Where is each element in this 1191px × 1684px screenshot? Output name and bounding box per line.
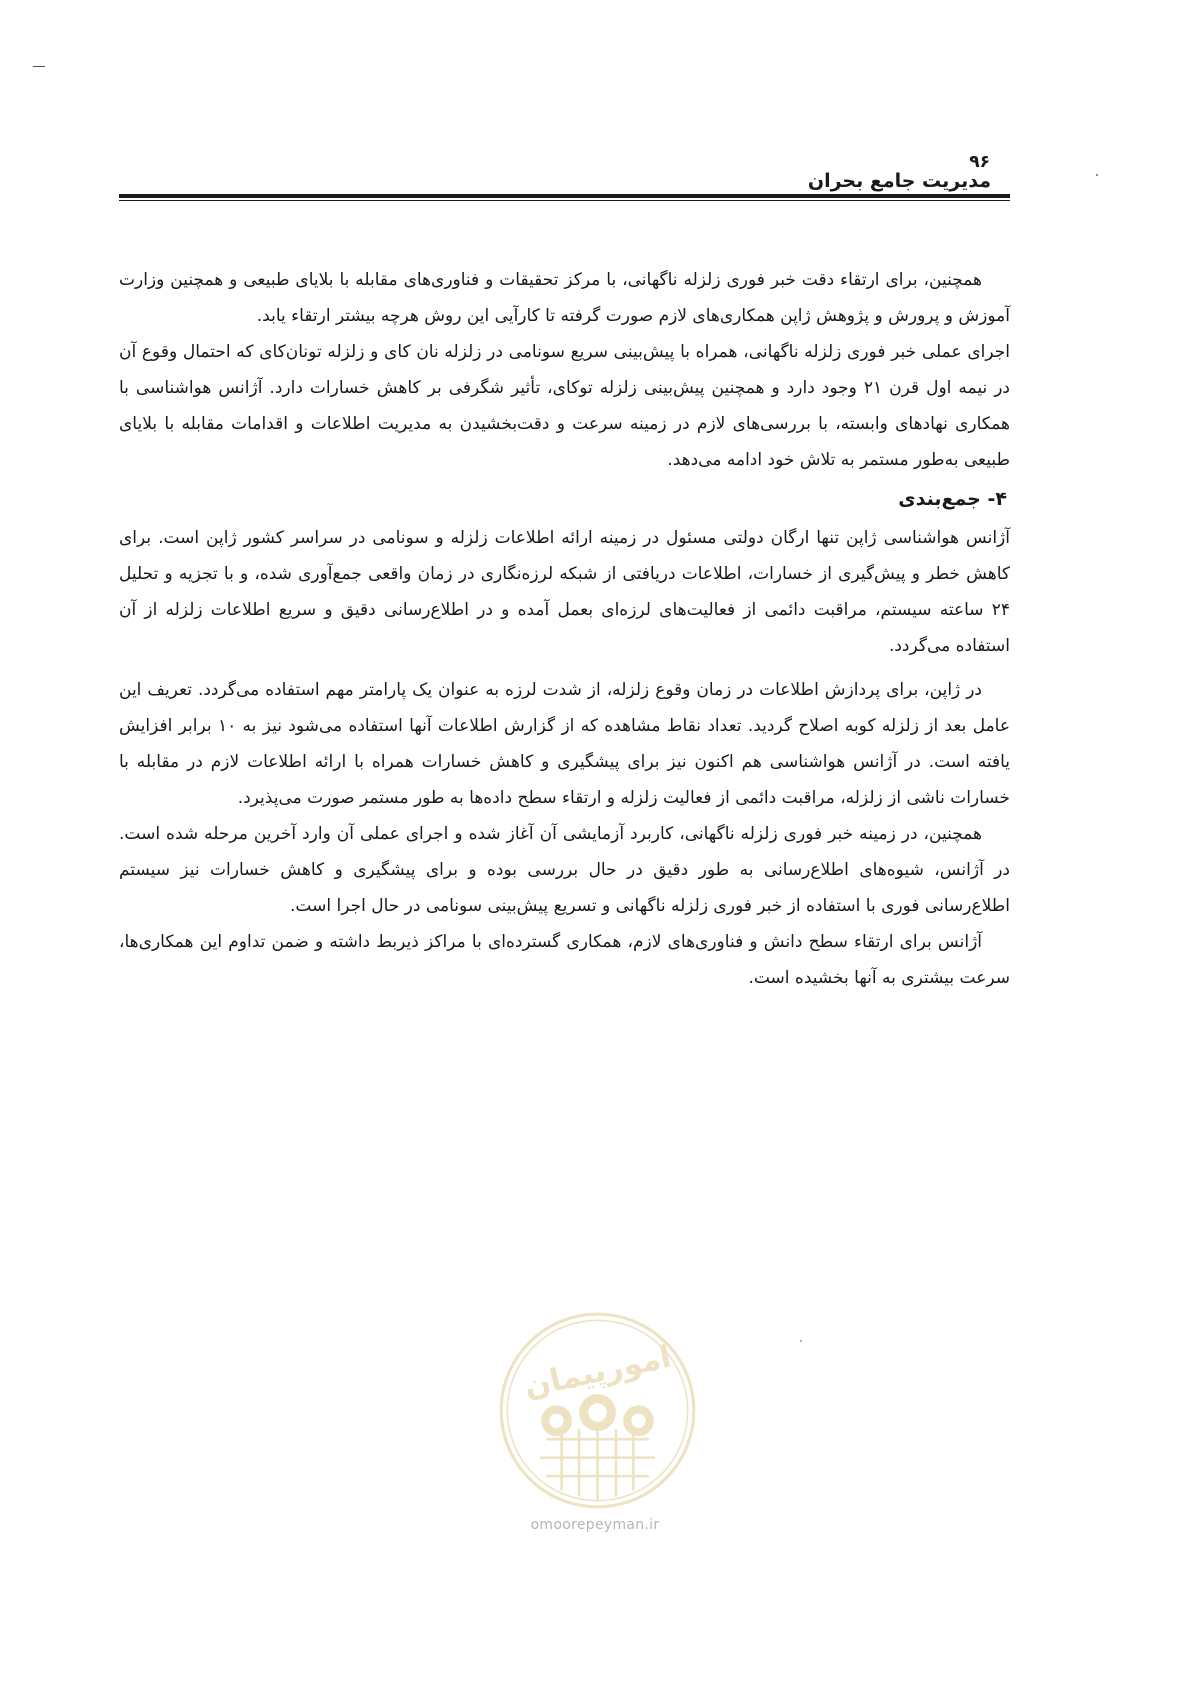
page-header [119,150,1010,208]
scan-dot [1096,174,1098,176]
paragraph: آژانس برای ارتقاء سطح دانش و فناوری‌های لازم، همکاری گسترده‌ای با مراکز ذیربط داشته و ضمن تداوم این همکاری‌ها، سرعت بیشتری به آنها بخشیده است. [119,932,1010,988]
paragraph: در ژاپن، برای پردازش اطلاعات در زمان وقوع زلزله، از شدت لرزه به عنوان یک پارامتر مهم استفاده می‌گردد. تعریف این عامل بعد از زلزله کوبه اصلاح گردید. تعداد نقاط مشاهده که از گزارش اطلاعات آنها استفاده می‌شود نیز به ۱۰ برابر افزایش یافته است. در آژانس هواشناسی هم اکنون نیز برای پیشگیری و کاهش خسارات همراه با ارائه اطلاعات لازم در مقابله با خسارات ناشی از زلزله، مراقبت دائمی از فعالیت زلزله و ارتقاء سطح داده‌ها به طور مستمر صورت می‌پذیرد. [119,680,1010,808]
watermark-logo [495,1308,700,1513]
section-heading: ۴- جمع‌بندی [898,488,1007,510]
paragraph: آژانس هواشناسی ژاپن تنها ارگان دولتی مسئول در زمینه ارائه اطلاعات زلزله و سونامی در سراسر کشور ژاپن است. برای کاهش خطر و پیش‌گیری از خسارات، اطلاعات دریافتی از شبکه لرزه‌نگاری در زمان واقعی جمع‌آوری شده، و با تجزیه و تحلیل ۲۴ ساعته سیستم، مراقبت دائمی از فعالیت‌های لرزه‌ای بعمل آمده و در اطلاع‌رسانی دقیق و سریع اطلاعات زلزله از آن استفاده می‌گردد. [119,528,1010,656]
paragraph: اجرای عملی خبر فوری زلزله ناگهانی، همراه با پیش‌بینی سریع سونامی در زلزله نان کای و زلزله تونان‌کای که احتمال وقوع آن در نیمه اول قرن ۲۱ وجود دارد و همچنین پیش‌بینی زلزله توکای، تأثیر شگرفی بر کاهش خسارات دارد. آژانس هواشناسی با همکاری نهادهای وابسته، با بررسی‌های لازم در زمینه سرعت و دقت‌بخشیدن به مدیریت اطلاعات و اقدامات مقابله با بلایای طبیعی به‌طور مستمر به تلاش خود ادامه می‌دهد. [119,342,1010,470]
body-text [119,262,1010,996]
paragraph: همچنین، در زمینه خبر فوری زلزله ناگهانی، کاربرد آزمایشی آن آغاز شده و اجرای عملی آن وارد آخرین مرحله شده است. در آژانس، شیوه‌های اطلاع‌رسانی به طور دقیق در حال بررسی بوده و برای پیشگیری و کاهش خسارات نیز سیستم اطلاع‌رسانی فوری با استفاده از خبر فوری زلزله ناگهانی و تسریع پیش‌بینی سونامی در حال اجرا است. [119,824,1010,916]
paragraph: همچنین، برای ارتقاء دقت خبر فوری زلزله ناگهانی، با مرکز تحقیقات و فناوری‌های مقابله با بلایای طبیعی و همچنین وزارت آموزش و پرورش و پژوهش ژاپن همکاری‌های لازم صورت گرفته تا کارآیی این روش هرچه بیشتر ارتقاء یابد. [119,270,1010,326]
page-number: ۹۶ [969,152,990,172]
header-rule-thick [119,194,1010,198]
scan-corner-mark [33,66,45,67]
running-title: مدیریت جامع بحران [807,170,991,192]
watermark-logo-text: امورپیمان [520,1338,675,1405]
header-rule-thin [119,200,1010,201]
scan-dot [800,1340,802,1342]
watermark-url: omoorepeyman.ir [530,1517,660,1533]
